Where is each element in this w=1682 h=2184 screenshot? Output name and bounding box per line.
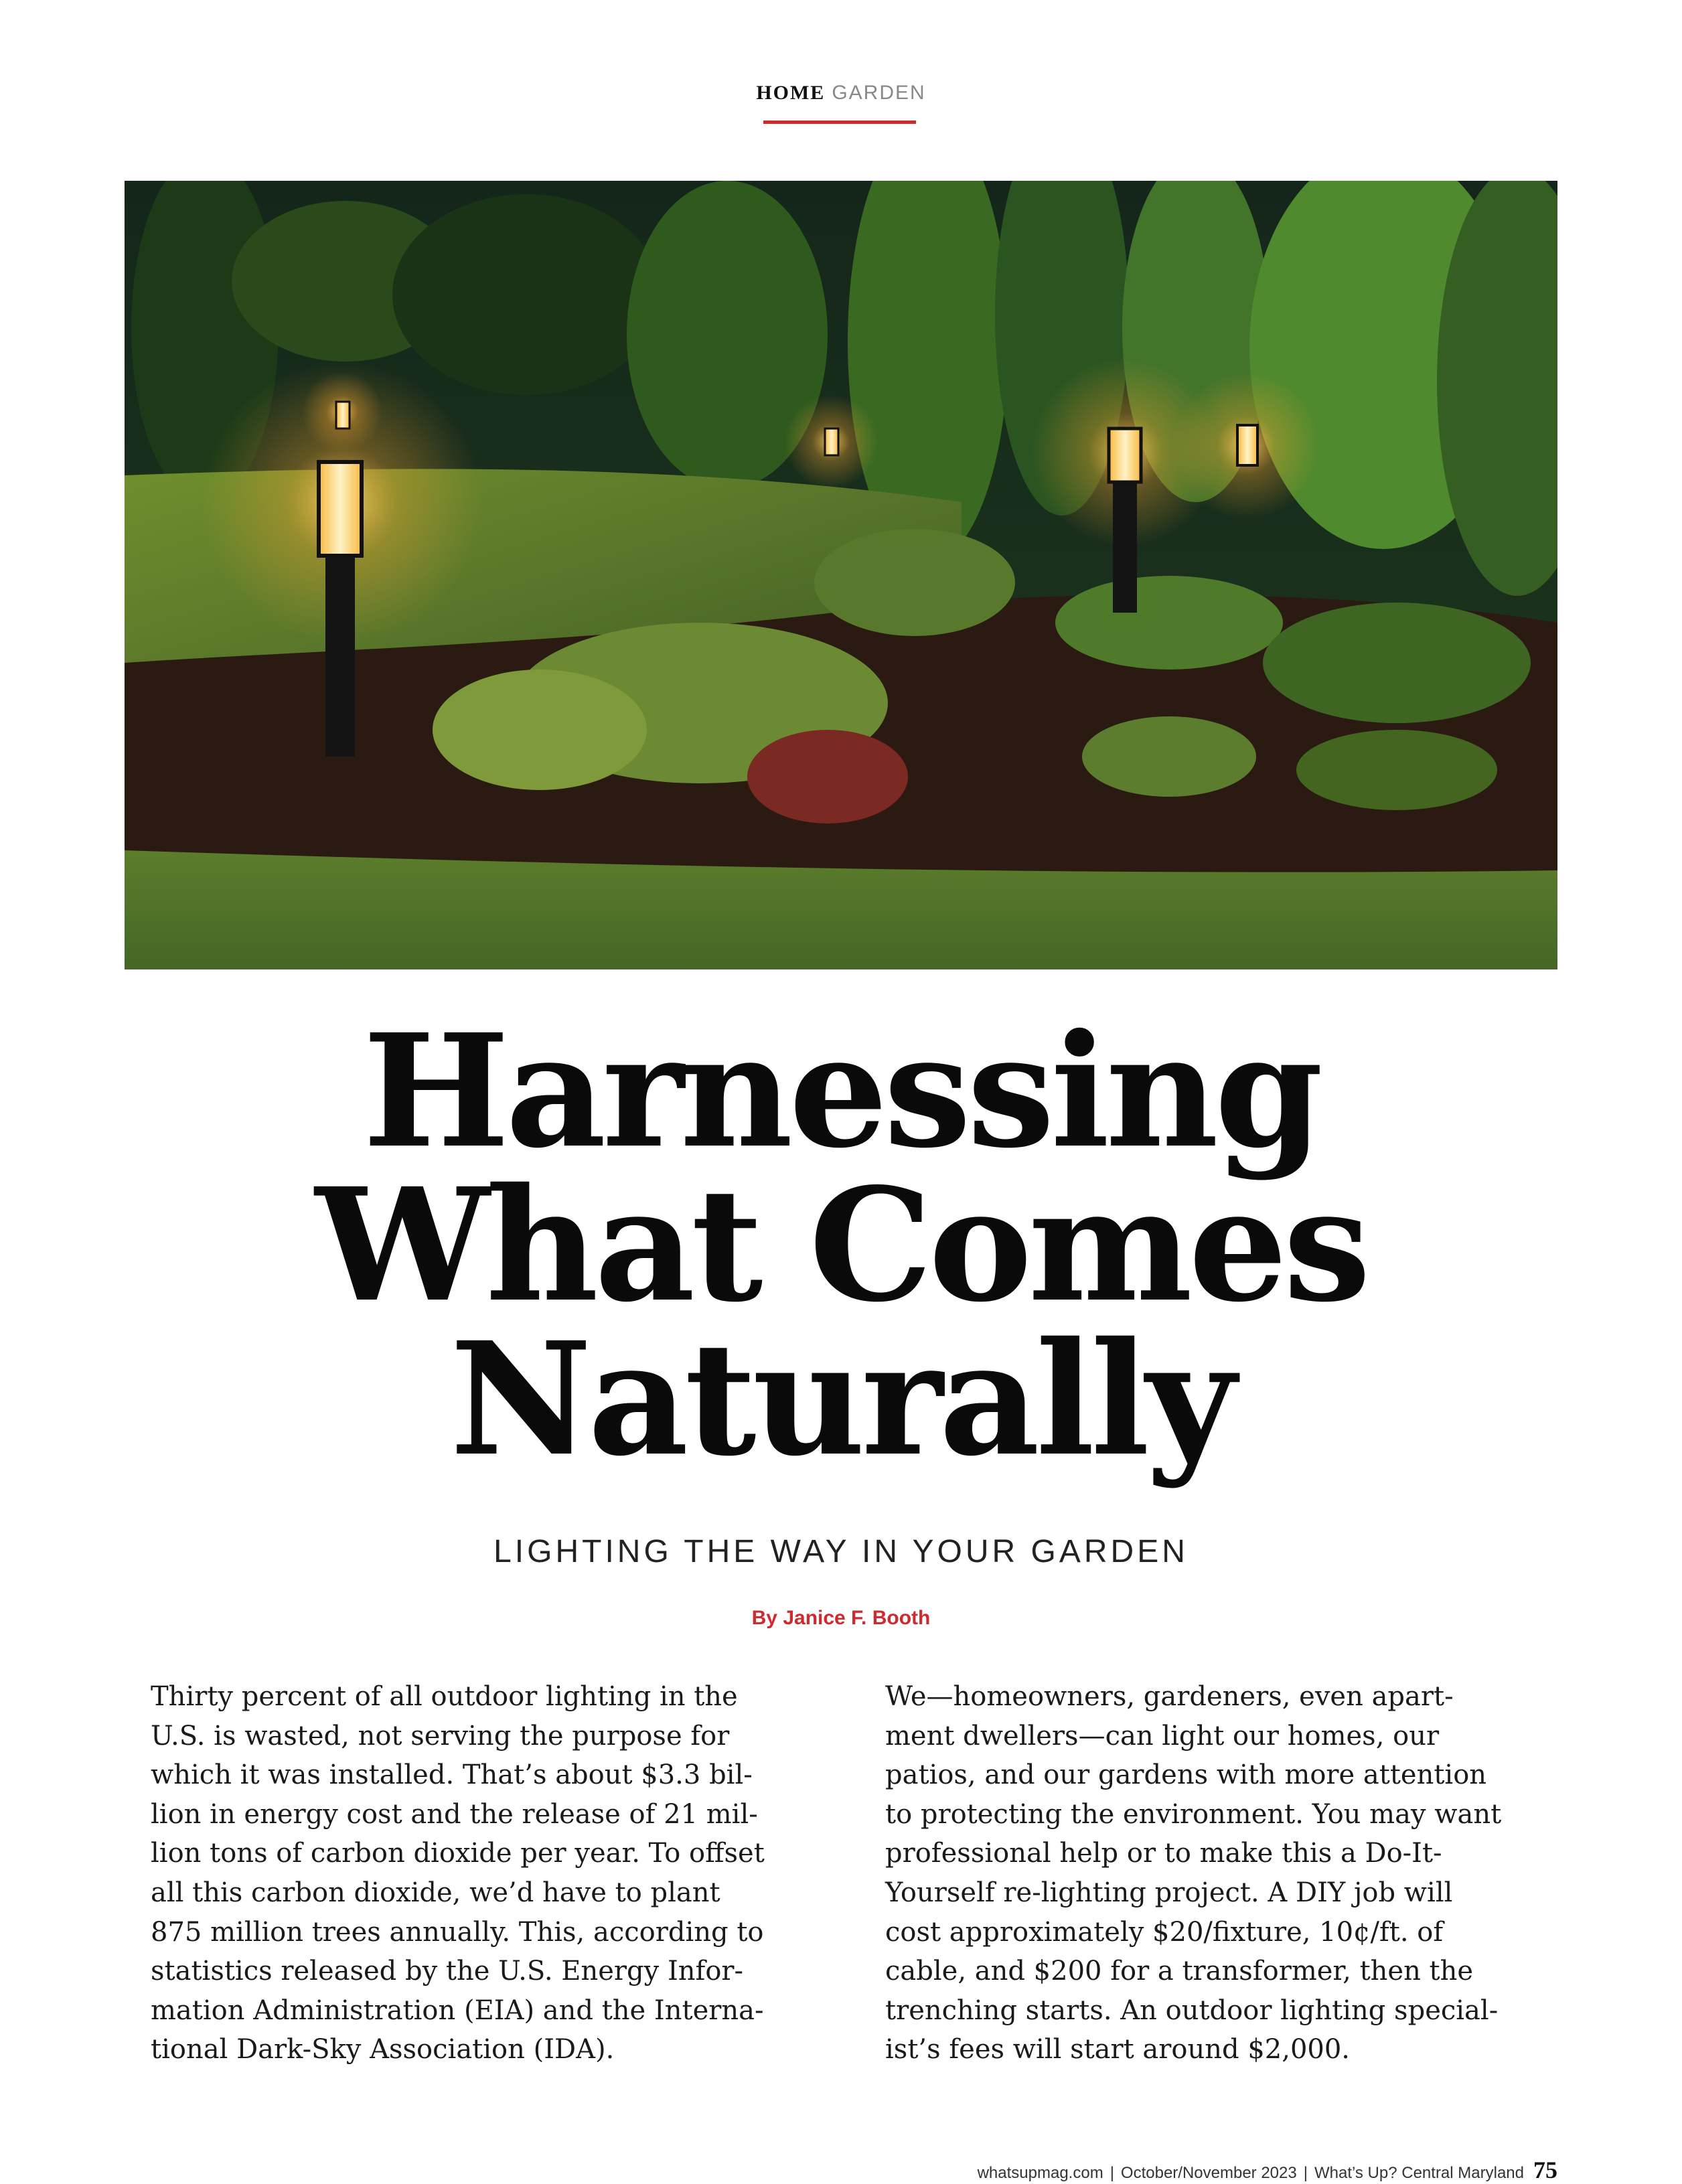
footer-site: whatsupmag.com <box>977 2164 1103 2182</box>
paragraph <box>151 1677 827 2070</box>
body-column-2 <box>885 1677 1561 2070</box>
text-line: We—homeowners, gardeners, even apart- <box>885 1681 1454 1712</box>
text-line: mation Administration (EIA) and the Interna- <box>151 1995 764 2026</box>
text-line: which it was installed. That’s about $3.3 bil- <box>151 1760 753 1791</box>
text-line: cost approximately $20/fixture, 10¢/ft. of <box>885 1916 1444 1948</box>
text-line: all this carbon dioxide, we’d have to plant <box>151 1877 720 1908</box>
text-line: patios, and our gardens with more attention <box>885 1760 1487 1791</box>
text-line: ist’s fees will start around $2,000. <box>885 2034 1351 2065</box>
headline-line-3: Naturally <box>450 1308 1232 1490</box>
text-line: statistics released by the U.S. Energy Infor- <box>151 1956 744 1987</box>
text-line: cable, and $200 for a transformer, then the <box>885 1956 1474 1987</box>
text-line: U.S. is wasted, not serving the purpose for <box>151 1720 730 1751</box>
headline-line-2: What Comes <box>315 1154 1367 1336</box>
section-garden: GARDEN <box>832 82 926 104</box>
text-line: Thirty percent of all outdoor lighting in the <box>151 1681 738 1712</box>
byline: By Janice F. Booth <box>751 1607 931 1629</box>
section-header <box>0 82 1682 104</box>
hero-image <box>125 181 1557 969</box>
header-rule <box>763 121 916 124</box>
text-line: professional help or to make this a Do-It- <box>885 1838 1442 1869</box>
page-footer: whatsupmag.com | October/November 2023 | What’s Up? Central Maryland 75 <box>977 2157 1557 2183</box>
body-column-1 <box>151 1677 827 2070</box>
footer-publication: What’s Up? Central Maryland <box>1314 2164 1524 2182</box>
subhead: LIGHTING THE WAY IN YOUR GARDEN <box>493 1534 1189 1569</box>
section-home: HOME <box>756 82 826 104</box>
text-line: tional Dark-Sky Association (IDA). <box>151 2034 615 2065</box>
text-line: 875 million trees annually. This, according to <box>151 1916 764 1948</box>
footer-issue: October/November 2023 <box>1120 2164 1297 2182</box>
headline <box>0 1000 1682 1490</box>
page-number: 75 <box>1533 2157 1557 2183</box>
text-line: Yourself re-lighting project. A DIY job will <box>885 1877 1453 1908</box>
text-line: ment dwellers—can light our homes, our <box>885 1720 1440 1751</box>
text-line: to protecting the environment. You may want <box>885 1798 1502 1830</box>
paragraph <box>885 1677 1561 2070</box>
text-line: lion in energy cost and the release of 21 mil- <box>151 1798 758 1830</box>
text-line: trenching starts. An outdoor lighting special- <box>885 1995 1499 2026</box>
text-line: lion tons of carbon dioxide per year. To offset <box>151 1838 765 1869</box>
headline-line-1: Harnessing <box>362 1000 1320 1182</box>
